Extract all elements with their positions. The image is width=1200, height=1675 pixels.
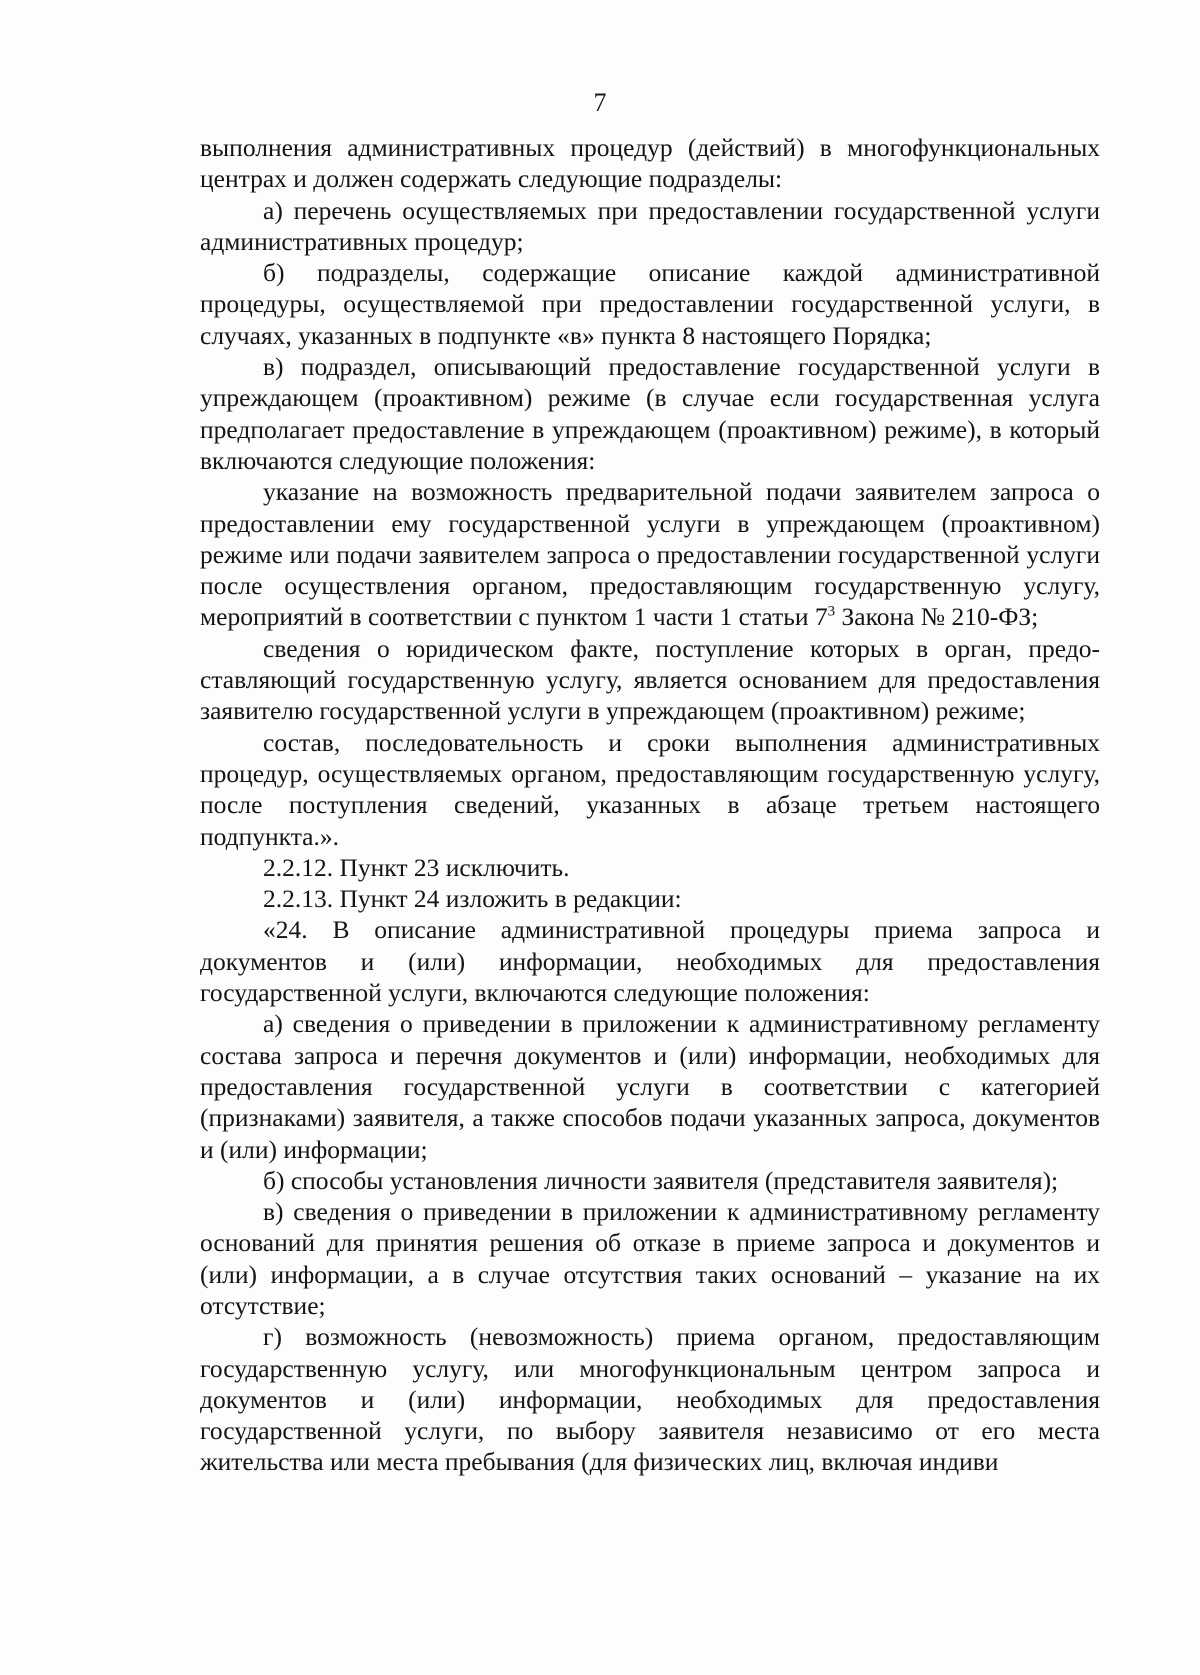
paragraph-point-24: «24. В описание административной процедуры приема запроса и документов и (или) информации, необходимых для предоставления государственной услуги, включаются следующие положения: bbox=[200, 915, 1100, 1008]
paragraph-item-a: а) перечень осуществляемых при предоставлении государственной услуги административных процедур; bbox=[200, 195, 1100, 256]
paragraph-continuation: выполнения административных процедур (действий) в многофункциональных центрах и должен содержать следующие подразделы: bbox=[200, 133, 1100, 194]
page-number: 7 bbox=[593, 88, 607, 117]
paragraph-24-item-b: б) способы установления личности заявителя (представителя заявителя); bbox=[263, 1165, 1059, 1195]
paragraph-proactive-request-text: указание на возможность предварительной подачи заявителем запроса о предоставлении ему государственной услуги в упреждающем (проактивном) режиме или подачи заявителем запроса о предоставлении государственной услуги после осуществления органом, предоставляющим государственную услугу, мероприятий в соответствии с пунктом 1 части 1 статьи 7 bbox=[200, 477, 1100, 632]
paragraph-item-b: б) подразделы, содержащие описание каждой административной процедуры, осуществляемой при предоставлении государственной услуги, в случаях, указанных в подпункте «в» пункта 8 настоящего Порядка; bbox=[200, 258, 1100, 350]
paragraph-proactive-request-tail: Закона № 210-ФЗ; bbox=[835, 602, 1039, 632]
document-body bbox=[200, 132, 1100, 1478]
paragraph-legal-fact: сведения о юридическом факте, поступление которых в орган, предоставляющий государственную услугу, является основанием для предоставления заявителю государственной услуги в упреждающем (проактивном) режиме; bbox=[200, 633, 1100, 726]
paragraph-2-2-12: 2.2.12. Пункт 23 исключить. bbox=[263, 852, 570, 882]
paragraph-procedure-composition: состав, последовательность и сроки выполнения административных процедур, осуществляемых органом, предоставляющим государственную услугу, после поступления сведений, указанных в абзаце третьем настоящего подпункта.». bbox=[200, 727, 1100, 851]
paragraph-2-2-13: 2.2.13. Пункт 24 изложить в редакции: bbox=[263, 884, 682, 914]
paragraph-item-v: в) подраздел, описывающий предоставление государственной услуги в упреждающем (проактивном) режиме (в случае если государственная услуга предполагает предоставление в упреждающем (проактивном) режиме), в который включаются следующие положения: bbox=[200, 352, 1100, 475]
paragraph-24-item-a: а) сведения о приведении в приложении к административному регламенту состава запроса и перечня документов и (или) информации, необходимых для предоставления государственной услуги в соответствии с категорией (признаками) заявителя, а также способов подачи указанных запроса, документов и (или) информации; bbox=[200, 1009, 1100, 1164]
article-superscript: 3 bbox=[827, 603, 836, 620]
paragraph-24-item-v: в) сведения о приведении в приложении к административному регламенту оснований для принятия решения об отказе в приеме запроса и документов и (или) информации, а в случае отсутствия таких оснований – указание на их отсутствие; bbox=[200, 1197, 1100, 1320]
paragraph-proactive-request bbox=[200, 476, 1100, 632]
paragraph-24-item-g: г) возможность (невозможность) приема органом, предоставляющим государственную услугу, или многофункциональным центром запроса и документов и (или) информации, необходимых для предоставления государственной услуги, по выбору заявителя независимо от его места жительства или места пребывания (для физических лиц, включая индиви bbox=[200, 1322, 1100, 1477]
